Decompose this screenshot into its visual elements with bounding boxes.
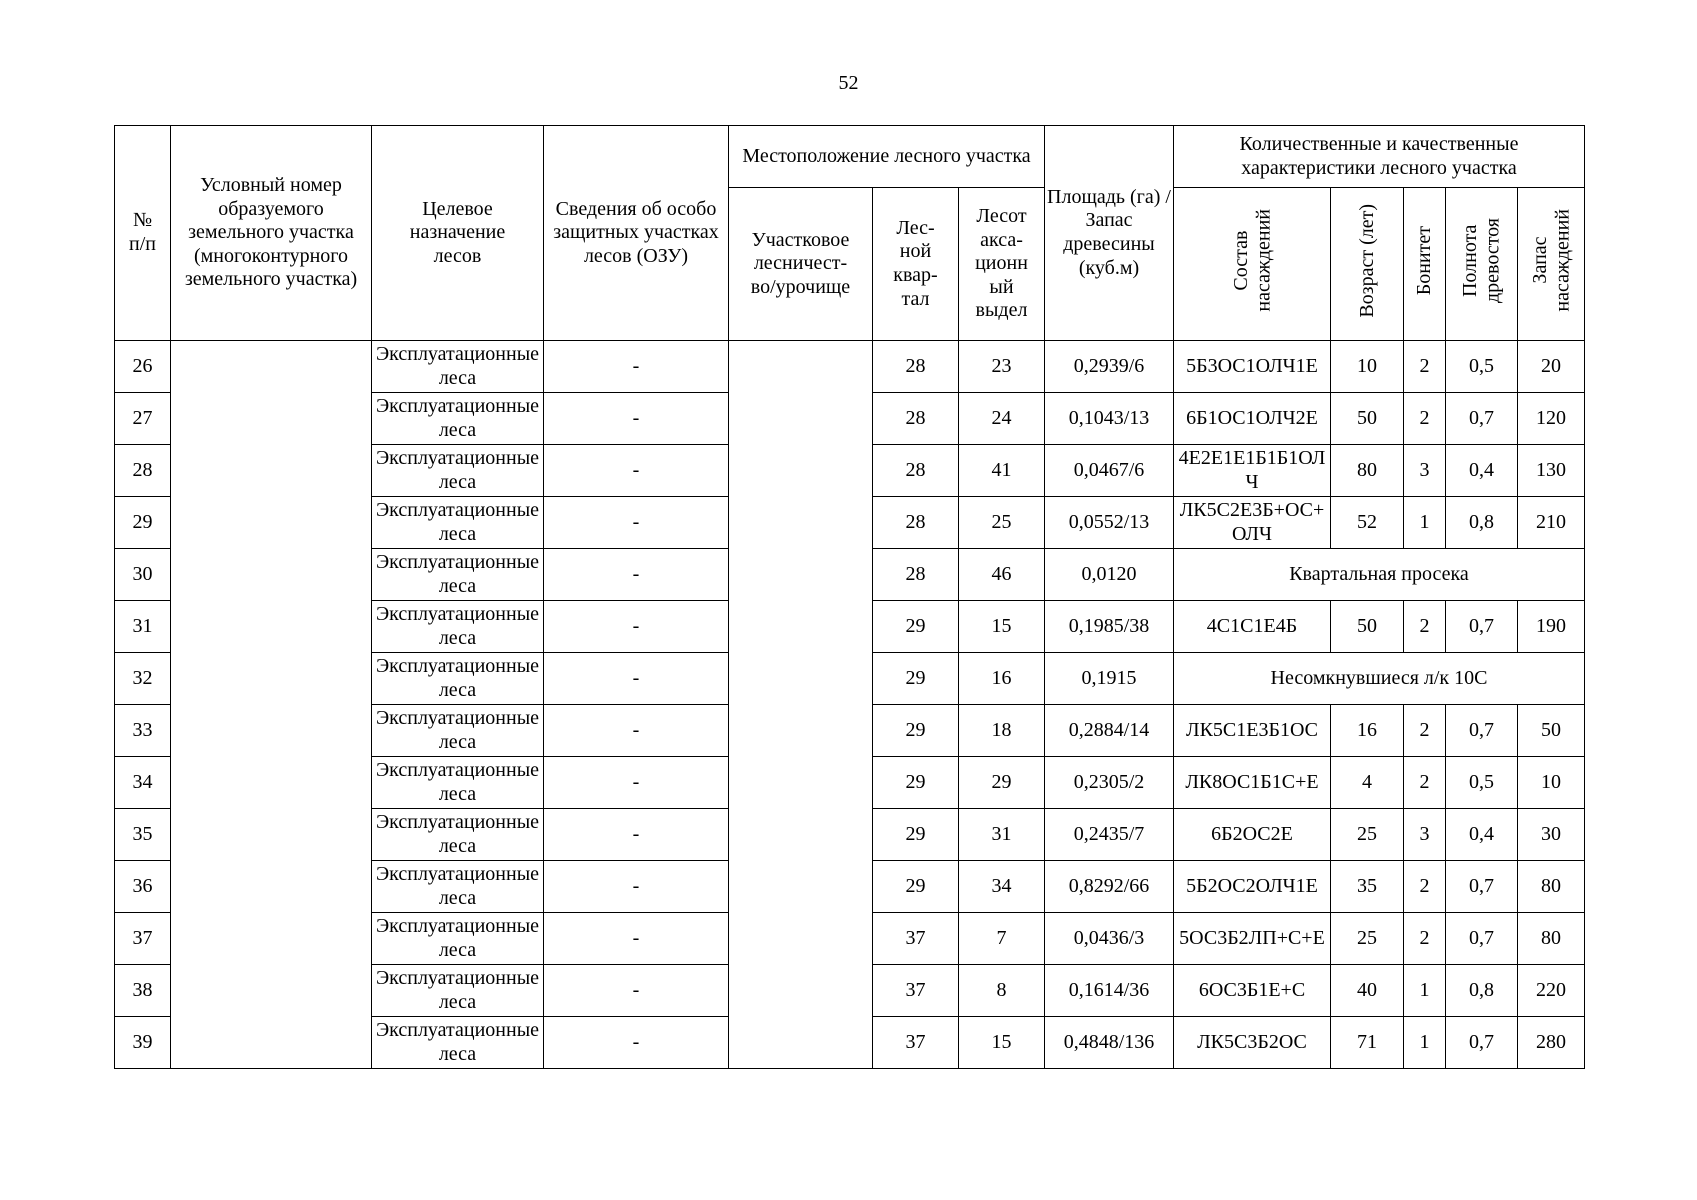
stand-density: 0,5 xyxy=(1446,757,1518,809)
header-subdivision: Лесот акса- ционн ый выдел xyxy=(959,188,1045,341)
bonitet: 1 xyxy=(1404,965,1446,1017)
stand-stock: 220 xyxy=(1518,965,1585,1017)
stand-age: 40 xyxy=(1331,965,1404,1017)
stand-composition: 6ОС3Б1Е+С xyxy=(1174,965,1331,1017)
forestry-cell xyxy=(729,341,873,1069)
stand-density: 0,7 xyxy=(1446,601,1518,653)
header-forestry: Участковое лесничест- во/урочище xyxy=(729,188,873,341)
header-quarter: Лес- ной квар- тал xyxy=(873,188,959,341)
forest-subdivision: 8 xyxy=(959,965,1045,1017)
forest-purpose: Эксплуатационные леса xyxy=(372,393,544,445)
forest-quarter: 28 xyxy=(873,445,959,497)
bonitet: 2 xyxy=(1404,705,1446,757)
forest-subdivision: 23 xyxy=(959,341,1045,393)
stand-density: 0,7 xyxy=(1446,861,1518,913)
stand-stock: 80 xyxy=(1518,913,1585,965)
ozu-info: - xyxy=(544,653,729,705)
header-density: Полнота древостоя xyxy=(1446,188,1518,341)
area-stock: 0,0552/13 xyxy=(1045,497,1174,549)
area-stock: 0,2435/7 xyxy=(1045,809,1174,861)
area-stock: 0,1614/36 xyxy=(1045,965,1174,1017)
forest-subdivision: 25 xyxy=(959,497,1045,549)
area-stock: 0,8292/66 xyxy=(1045,861,1174,913)
forest-purpose: Эксплуатационные леса xyxy=(372,549,544,601)
stand-density: 0,7 xyxy=(1446,393,1518,445)
table-row xyxy=(115,341,1585,393)
stand-composition: 6Б2ОС2Е xyxy=(1174,809,1331,861)
stand-age: 71 xyxy=(1331,1017,1404,1069)
bonitet: 2 xyxy=(1404,601,1446,653)
row-number: 36 xyxy=(115,861,171,913)
forest-subdivision: 18 xyxy=(959,705,1045,757)
header-area: Площадь (га) / Запас древесины (куб.м) xyxy=(1045,126,1174,341)
area-stock: 0,0120 xyxy=(1045,549,1174,601)
ozu-info: - xyxy=(544,809,729,861)
stand-stock: 280 xyxy=(1518,1017,1585,1069)
stand-stock: 10 xyxy=(1518,757,1585,809)
stand-age: 50 xyxy=(1331,601,1404,653)
bonitet: 2 xyxy=(1404,861,1446,913)
bonitet: 1 xyxy=(1404,1017,1446,1069)
stand-density: 0,7 xyxy=(1446,913,1518,965)
header-stock: Запас насаждений xyxy=(1518,188,1585,341)
row-number: 29 xyxy=(115,497,171,549)
area-stock: 0,0467/6 xyxy=(1045,445,1174,497)
forest-purpose: Эксплуатационные леса xyxy=(372,497,544,549)
forest-subdivision: 15 xyxy=(959,1017,1045,1069)
forest-purpose: Эксплуатационные леса xyxy=(372,913,544,965)
area-stock: 0,2939/6 xyxy=(1045,341,1174,393)
forest-purpose: Эксплуатационные леса xyxy=(372,809,544,861)
row-number: 35 xyxy=(115,809,171,861)
ozu-info: - xyxy=(544,757,729,809)
stand-density: 0,8 xyxy=(1446,497,1518,549)
stand-density: 0,4 xyxy=(1446,809,1518,861)
stand-stock: 30 xyxy=(1518,809,1585,861)
forest-plots-table xyxy=(114,125,1585,1069)
stand-age: 4 xyxy=(1331,757,1404,809)
stand-composition: 6Б1ОС1ОЛЧ2Е xyxy=(1174,393,1331,445)
area-stock: 0,4848/136 xyxy=(1045,1017,1174,1069)
ozu-info: - xyxy=(544,445,729,497)
row-number: 31 xyxy=(115,601,171,653)
area-stock: 0,1985/38 xyxy=(1045,601,1174,653)
stand-density: 0,5 xyxy=(1446,341,1518,393)
bonitet: 1 xyxy=(1404,497,1446,549)
forest-quarter: 29 xyxy=(873,601,959,653)
header-age: Возраст (лет) xyxy=(1331,188,1404,341)
forest-quarter: 29 xyxy=(873,809,959,861)
bonitet: 2 xyxy=(1404,913,1446,965)
forest-subdivision: 31 xyxy=(959,809,1045,861)
stand-composition: ЛК8ОС1Б1С+Е xyxy=(1174,757,1331,809)
stand-composition: 4С1С1Е4Б xyxy=(1174,601,1331,653)
bonitet: 2 xyxy=(1404,393,1446,445)
stand-density: 0,8 xyxy=(1446,965,1518,1017)
forest-subdivision: 34 xyxy=(959,861,1045,913)
header-composition: Состав насаждений xyxy=(1174,188,1331,341)
ozu-info: - xyxy=(544,1017,729,1069)
stand-density: 0,7 xyxy=(1446,1017,1518,1069)
stand-stock: 20 xyxy=(1518,341,1585,393)
header-location: Местоположение лесного участка xyxy=(729,126,1045,188)
forest-quarter: 29 xyxy=(873,757,959,809)
forest-subdivision: 24 xyxy=(959,393,1045,445)
row-number: 37 xyxy=(115,913,171,965)
stand-stock: 190 xyxy=(1518,601,1585,653)
forest-subdivision: 7 xyxy=(959,913,1045,965)
ozu-info: - xyxy=(544,497,729,549)
table-body xyxy=(115,341,1585,1069)
stand-stock: 130 xyxy=(1518,445,1585,497)
stand-density: 0,4 xyxy=(1446,445,1518,497)
forest-subdivision: 29 xyxy=(959,757,1045,809)
forest-quarter: 29 xyxy=(873,705,959,757)
forest-purpose: Эксплуатационные леса xyxy=(372,757,544,809)
area-stock: 0,2305/2 xyxy=(1045,757,1174,809)
ozu-info: - xyxy=(544,341,729,393)
stand-composition: 5ОС3Б2ЛП+С+Е xyxy=(1174,913,1331,965)
forest-quarter: 29 xyxy=(873,653,959,705)
ozu-info: - xyxy=(544,549,729,601)
header-purpose: Целевое назначение лесов xyxy=(372,126,544,341)
forest-quarter: 28 xyxy=(873,497,959,549)
stand-stock: 120 xyxy=(1518,393,1585,445)
stand-composition: ЛК5С2Е3Б+ОС+ОЛЧ xyxy=(1174,497,1331,549)
forest-purpose: Эксплуатационные леса xyxy=(372,1017,544,1069)
row-number: 33 xyxy=(115,705,171,757)
stand-stock: 50 xyxy=(1518,705,1585,757)
conditional-number-cell xyxy=(171,341,372,1069)
stand-stock: 210 xyxy=(1518,497,1585,549)
stand-age: 35 xyxy=(1331,861,1404,913)
area-stock: 0,1915 xyxy=(1045,653,1174,705)
forest-quarter: 28 xyxy=(873,341,959,393)
ozu-info: - xyxy=(544,913,729,965)
forest-purpose: Эксплуатационные леса xyxy=(372,341,544,393)
row-number: 26 xyxy=(115,341,171,393)
stand-age: 50 xyxy=(1331,393,1404,445)
bonitet: 3 xyxy=(1404,445,1446,497)
forest-subdivision: 46 xyxy=(959,549,1045,601)
ozu-info: - xyxy=(544,393,729,445)
forest-purpose: Эксплуатационные леса xyxy=(372,965,544,1017)
stand-age: 25 xyxy=(1331,913,1404,965)
row-number: 27 xyxy=(115,393,171,445)
area-stock: 0,2884/14 xyxy=(1045,705,1174,757)
ozu-info: - xyxy=(544,965,729,1017)
ozu-info: - xyxy=(544,601,729,653)
stand-composition: 5Б3ОС1ОЛЧ1Е xyxy=(1174,341,1331,393)
bonitet: 2 xyxy=(1404,341,1446,393)
stand-composition: ЛК5С3Б2ОС xyxy=(1174,1017,1331,1069)
forest-purpose: Эксплуатационные леса xyxy=(372,861,544,913)
plot-note: Квартальная просека xyxy=(1174,549,1585,601)
stand-age: 16 xyxy=(1331,705,1404,757)
stand-age: 52 xyxy=(1331,497,1404,549)
forest-subdivision: 15 xyxy=(959,601,1045,653)
forest-quarter: 28 xyxy=(873,549,959,601)
row-number: 34 xyxy=(115,757,171,809)
stand-stock: 80 xyxy=(1518,861,1585,913)
plot-note: Несомкнувшиеся л/к 10С xyxy=(1174,653,1585,705)
forest-quarter: 37 xyxy=(873,1017,959,1069)
stand-composition: 5Б2ОС2ОЛЧ1Е xyxy=(1174,861,1331,913)
row-number: 38 xyxy=(115,965,171,1017)
forest-quarter: 37 xyxy=(873,965,959,1017)
forest-quarter: 29 xyxy=(873,861,959,913)
forest-quarter: 37 xyxy=(873,913,959,965)
bonitet: 3 xyxy=(1404,809,1446,861)
forest-quarter: 28 xyxy=(873,393,959,445)
stand-age: 10 xyxy=(1331,341,1404,393)
ozu-info: - xyxy=(544,705,729,757)
header-bonitet: Бонитет xyxy=(1404,188,1446,341)
stand-density: 0,7 xyxy=(1446,705,1518,757)
forest-purpose: Эксплуатационные леса xyxy=(372,653,544,705)
ozu-info: - xyxy=(544,861,729,913)
stand-composition: ЛК5С1Е3Б1ОС xyxy=(1174,705,1331,757)
area-stock: 0,1043/13 xyxy=(1045,393,1174,445)
stand-age: 80 xyxy=(1331,445,1404,497)
header-num: № п/п xyxy=(115,126,171,341)
stand-composition: 4Е2Е1Е1Б1Б1ОЛЧ xyxy=(1174,445,1331,497)
forest-subdivision: 41 xyxy=(959,445,1045,497)
row-number: 30 xyxy=(115,549,171,601)
row-number: 28 xyxy=(115,445,171,497)
header-conditional-number: Условный номер образуемого земельного участка (многоконтурного земельного участка) xyxy=(171,126,372,341)
area-stock: 0,0436/3 xyxy=(1045,913,1174,965)
header-ozu: Сведения об особо защитных участках лесов (ОЗУ) xyxy=(544,126,729,341)
forest-purpose: Эксплуатационные леса xyxy=(372,705,544,757)
forest-subdivision: 16 xyxy=(959,653,1045,705)
row-number: 32 xyxy=(115,653,171,705)
bonitet: 2 xyxy=(1404,757,1446,809)
forest-purpose: Эксплуатационные леса xyxy=(372,601,544,653)
page-number: 52 xyxy=(838,72,859,94)
row-number: 39 xyxy=(115,1017,171,1069)
header-characteristics: Количественные и качественные характеристики лесного участка xyxy=(1174,126,1585,188)
forest-purpose: Эксплуатационные леса xyxy=(372,445,544,497)
stand-age: 25 xyxy=(1331,809,1404,861)
